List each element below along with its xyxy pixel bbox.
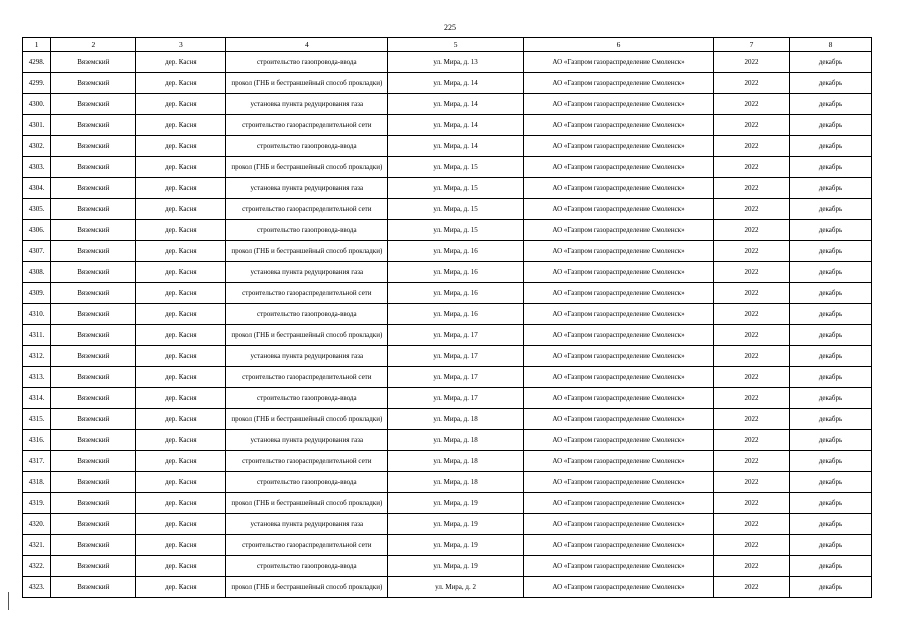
address-cell: ул. Мира, д. 18 [388,430,524,451]
month-cell: декабрь [790,493,872,514]
settlement-cell: дер. Касня [136,262,226,283]
row-number-cell: 4322. [23,556,51,577]
organization-cell: АО «Газпром газораспределение Смоленск» [523,577,713,598]
address-cell: ул. Мира, д. 17 [388,325,524,346]
settlement-cell: дер. Касня [136,388,226,409]
settlement-cell: дер. Касня [136,178,226,199]
settlement-cell: дер. Касня [136,73,226,94]
table-row [23,367,872,388]
table-row [23,157,872,178]
month-cell: декабрь [790,283,872,304]
settlement-cell: дер. Касня [136,52,226,73]
year-cell: 2022 [714,199,790,220]
table-row [23,73,872,94]
table-row [23,115,872,136]
year-cell: 2022 [714,115,790,136]
address-cell: ул. Мира, д. 15 [388,178,524,199]
work-type-cell: строительство газораспределительной сети [226,283,388,304]
district-cell: Вяземский [51,325,136,346]
month-cell: декабрь [790,199,872,220]
table-row [23,304,872,325]
organization-cell: АО «Газпром газораспределение Смоленск» [523,178,713,199]
register-table [22,37,872,598]
settlement-cell: дер. Касня [136,577,226,598]
table-row [23,220,872,241]
year-cell: 2022 [714,73,790,94]
district-cell: Вяземский [51,493,136,514]
district-cell: Вяземский [51,94,136,115]
organization-cell: АО «Газпром газораспределение Смоленск» [523,115,713,136]
district-cell: Вяземский [51,535,136,556]
organization-cell: АО «Газпром газораспределение Смоленск» [523,73,713,94]
month-cell: декабрь [790,178,872,199]
organization-cell: АО «Газпром газораспределение Смоленск» [523,472,713,493]
row-number-cell: 4308. [23,262,51,283]
settlement-cell: дер. Касня [136,451,226,472]
organization-cell: АО «Газпром газораспределение Смоленск» [523,409,713,430]
table-row [23,199,872,220]
work-type-cell: установка пункта редуцирования газа [226,262,388,283]
address-cell: ул. Мира, д. 17 [388,388,524,409]
work-type-cell: установка пункта редуцирования газа [226,430,388,451]
district-cell: Вяземский [51,346,136,367]
settlement-cell: дер. Касня [136,409,226,430]
work-type-cell: строительство газораспределительной сети [226,367,388,388]
row-number-cell: 4320. [23,514,51,535]
row-number-cell: 4303. [23,157,51,178]
organization-cell: АО «Газпром газораспределение Смоленск» [523,199,713,220]
settlement-cell: дер. Касня [136,556,226,577]
address-cell: ул. Мира, д. 13 [388,52,524,73]
year-cell: 2022 [714,262,790,283]
settlement-cell: дер. Касня [136,346,226,367]
year-cell: 2022 [714,556,790,577]
month-cell: декабрь [790,409,872,430]
year-cell: 2022 [714,409,790,430]
address-cell: ул. Мира, д. 18 [388,451,524,472]
row-number-cell: 4304. [23,178,51,199]
column-number: 2 [51,38,136,52]
year-cell: 2022 [714,577,790,598]
district-cell: Вяземский [51,430,136,451]
column-number: 6 [523,38,713,52]
year-cell: 2022 [714,472,790,493]
work-type-cell: установка пункта редуцирования газа [226,514,388,535]
organization-cell: АО «Газпром газораспределение Смоленск» [523,388,713,409]
table-row [23,262,872,283]
address-cell: ул. Мира, д. 14 [388,115,524,136]
month-cell: декабрь [790,157,872,178]
column-number: 4 [226,38,388,52]
year-cell: 2022 [714,157,790,178]
organization-cell: АО «Газпром газораспределение Смоленск» [523,136,713,157]
address-cell: ул. Мира, д. 19 [388,493,524,514]
year-cell: 2022 [714,325,790,346]
district-cell: Вяземский [51,472,136,493]
address-cell: ул. Мира, д. 18 [388,409,524,430]
address-cell: ул. Мира, д. 19 [388,535,524,556]
year-cell: 2022 [714,94,790,115]
address-cell: ул. Мира, д. 15 [388,220,524,241]
row-number-cell: 4323. [23,577,51,598]
work-type-cell: прокол (ГНБ и бестраншейный способ прокладки) [226,493,388,514]
row-number-cell: 4312. [23,346,51,367]
table-row [23,409,872,430]
district-cell: Вяземский [51,409,136,430]
district-cell: Вяземский [51,262,136,283]
district-cell: Вяземский [51,136,136,157]
district-cell: Вяземский [51,115,136,136]
district-cell: Вяземский [51,199,136,220]
work-type-cell: строительство газопровода-ввода [226,136,388,157]
table-row [23,388,872,409]
page-number: 225 [444,23,456,32]
month-cell: декабрь [790,535,872,556]
row-number-cell: 4299. [23,73,51,94]
column-number: 3 [136,38,226,52]
address-cell: ул. Мира, д. 16 [388,241,524,262]
month-cell: декабрь [790,241,872,262]
year-cell: 2022 [714,220,790,241]
address-cell: ул. Мира, д. 19 [388,556,524,577]
row-number-cell: 4298. [23,52,51,73]
month-cell: декабрь [790,472,872,493]
row-number-cell: 4314. [23,388,51,409]
table-row [23,535,872,556]
year-cell: 2022 [714,535,790,556]
year-cell: 2022 [714,430,790,451]
work-type-cell: прокол (ГНБ и бестраншейный способ прокладки) [226,157,388,178]
month-cell: декабрь [790,367,872,388]
row-number-cell: 4321. [23,535,51,556]
work-type-cell: прокол (ГНБ и бестраншейный способ прокладки) [226,409,388,430]
work-type-cell: установка пункта редуцирования газа [226,346,388,367]
row-number-cell: 4307. [23,241,51,262]
organization-cell: АО «Газпром газораспределение Смоленск» [523,514,713,535]
month-cell: декабрь [790,136,872,157]
column-number: 8 [790,38,872,52]
organization-cell: АО «Газпром газораспределение Смоленск» [523,493,713,514]
year-cell: 2022 [714,241,790,262]
month-cell: декабрь [790,262,872,283]
work-type-cell: строительство газораспределительной сети [226,199,388,220]
table-row [23,556,872,577]
row-number-cell: 4306. [23,220,51,241]
month-cell: декабрь [790,94,872,115]
district-cell: Вяземский [51,178,136,199]
work-type-cell: прокол (ГНБ и бестраншейный способ прокладки) [226,325,388,346]
district-cell: Вяземский [51,388,136,409]
row-number-cell: 4315. [23,409,51,430]
column-number: 5 [388,38,524,52]
address-cell: ул. Мира, д. 16 [388,304,524,325]
district-cell: Вяземский [51,304,136,325]
table-row [23,577,872,598]
column-number-row [23,38,872,52]
organization-cell: АО «Газпром газораспределение Смоленск» [523,325,713,346]
table-row [23,94,872,115]
year-cell: 2022 [714,304,790,325]
settlement-cell: дер. Касня [136,535,226,556]
row-number-cell: 4318. [23,472,51,493]
year-cell: 2022 [714,451,790,472]
district-cell: Вяземский [51,556,136,577]
address-cell: ул. Мира, д. 15 [388,199,524,220]
district-cell: Вяземский [51,577,136,598]
row-number-cell: 4310. [23,304,51,325]
table-row [23,178,872,199]
organization-cell: АО «Газпром газораспределение Смоленск» [523,556,713,577]
address-cell: ул. Мира, д. 15 [388,157,524,178]
month-cell: декабрь [790,115,872,136]
address-cell: ул. Мира, д. 14 [388,94,524,115]
year-cell: 2022 [714,136,790,157]
settlement-cell: дер. Касня [136,493,226,514]
row-number-cell: 4302. [23,136,51,157]
table-row [23,52,872,73]
year-cell: 2022 [714,514,790,535]
table-row [23,514,872,535]
work-type-cell: установка пункта редуцирования газа [226,178,388,199]
settlement-cell: дер. Касня [136,157,226,178]
work-type-cell: строительство газопровода-ввода [226,556,388,577]
work-type-cell: строительство газораспределительной сети [226,115,388,136]
district-cell: Вяземский [51,283,136,304]
month-cell: декабрь [790,556,872,577]
table-row [23,472,872,493]
year-cell: 2022 [714,388,790,409]
month-cell: декабрь [790,451,872,472]
organization-cell: АО «Газпром газораспределение Смоленск» [523,367,713,388]
settlement-cell: дер. Касня [136,430,226,451]
row-number-cell: 4313. [23,367,51,388]
table-row [23,283,872,304]
month-cell: декабрь [790,577,872,598]
month-cell: декабрь [790,430,872,451]
address-cell: ул. Мира, д. 14 [388,73,524,94]
row-number-cell: 4305. [23,199,51,220]
table-row [23,346,872,367]
year-cell: 2022 [714,283,790,304]
district-cell: Вяземский [51,451,136,472]
row-number-cell: 4319. [23,493,51,514]
address-cell: ул. Мира, д. 17 [388,346,524,367]
organization-cell: АО «Газпром газораспределение Смоленск» [523,94,713,115]
address-cell: ул. Мира, д. 16 [388,283,524,304]
organization-cell: АО «Газпром газораспределение Смоленск» [523,535,713,556]
organization-cell: АО «Газпром газораспределение Смоленск» [523,283,713,304]
year-cell: 2022 [714,346,790,367]
column-number: 7 [714,38,790,52]
district-cell: Вяземский [51,241,136,262]
year-cell: 2022 [714,367,790,388]
work-type-cell: установка пункта редуцирования газа [226,94,388,115]
organization-cell: АО «Газпром газораспределение Смоленск» [523,304,713,325]
work-type-cell: строительство газопровода-ввода [226,220,388,241]
month-cell: декабрь [790,388,872,409]
work-type-cell: строительство газопровода-ввода [226,388,388,409]
work-type-cell: прокол (ГНБ и бестраншейный способ прокладки) [226,73,388,94]
organization-cell: АО «Газпром газораспределение Смоленск» [523,52,713,73]
district-cell: Вяземский [51,157,136,178]
month-cell: декабрь [790,52,872,73]
address-cell: ул. Мира, д. 16 [388,262,524,283]
month-cell: декабрь [790,220,872,241]
margin-mark [8,592,9,610]
year-cell: 2022 [714,493,790,514]
address-cell: ул. Мира, д. 18 [388,472,524,493]
work-type-cell: строительство газопровода-ввода [226,52,388,73]
work-type-cell: строительство газораспределительной сети [226,535,388,556]
organization-cell: АО «Газпром газораспределение Смоленск» [523,220,713,241]
table-row [23,325,872,346]
settlement-cell: дер. Касня [136,94,226,115]
work-type-cell: строительство газопровода-ввода [226,472,388,493]
settlement-cell: дер. Касня [136,283,226,304]
work-type-cell: строительство газораспределительной сети [226,451,388,472]
month-cell: декабрь [790,73,872,94]
row-number-cell: 4317. [23,451,51,472]
district-cell: Вяземский [51,367,136,388]
settlement-cell: дер. Касня [136,325,226,346]
month-cell: декабрь [790,346,872,367]
district-cell: Вяземский [51,220,136,241]
district-cell: Вяземский [51,52,136,73]
month-cell: декабрь [790,304,872,325]
organization-cell: АО «Газпром газораспределение Смоленск» [523,451,713,472]
organization-cell: АО «Газпром газораспределение Смоленск» [523,157,713,178]
table-row [23,430,872,451]
table-row [23,136,872,157]
table-body [23,38,872,598]
address-cell: ул. Мира, д. 17 [388,367,524,388]
column-number: 1 [23,38,51,52]
year-cell: 2022 [714,52,790,73]
settlement-cell: дер. Касня [136,472,226,493]
work-type-cell: прокол (ГНБ и бестраншейный способ прокладки) [226,241,388,262]
row-number-cell: 4301. [23,115,51,136]
table-row [23,451,872,472]
month-cell: декабрь [790,514,872,535]
work-type-cell: прокол (ГНБ и бестраншейный способ прокладки) [226,577,388,598]
settlement-cell: дер. Касня [136,514,226,535]
settlement-cell: дер. Касня [136,304,226,325]
settlement-cell: дер. Касня [136,199,226,220]
address-cell: ул. Мира, д. 2 [388,577,524,598]
row-number-cell: 4309. [23,283,51,304]
month-cell: декабрь [790,325,872,346]
organization-cell: АО «Газпром газораспределение Смоленск» [523,346,713,367]
organization-cell: АО «Газпром газораспределение Смоленск» [523,430,713,451]
table-row [23,493,872,514]
address-cell: ул. Мира, д. 19 [388,514,524,535]
address-cell: ул. Мира, д. 14 [388,136,524,157]
organization-cell: АО «Газпром газораспределение Смоленск» [523,241,713,262]
settlement-cell: дер. Касня [136,115,226,136]
organization-cell: АО «Газпром газораспределение Смоленск» [523,262,713,283]
year-cell: 2022 [714,178,790,199]
row-number-cell: 4300. [23,94,51,115]
settlement-cell: дер. Касня [136,220,226,241]
district-cell: Вяземский [51,514,136,535]
row-number-cell: 4311. [23,325,51,346]
settlement-cell: дер. Касня [136,241,226,262]
work-type-cell: строительство газопровода-ввода [226,304,388,325]
table-row [23,241,872,262]
settlement-cell: дер. Касня [136,136,226,157]
settlement-cell: дер. Касня [136,367,226,388]
row-number-cell: 4316. [23,430,51,451]
district-cell: Вяземский [51,73,136,94]
